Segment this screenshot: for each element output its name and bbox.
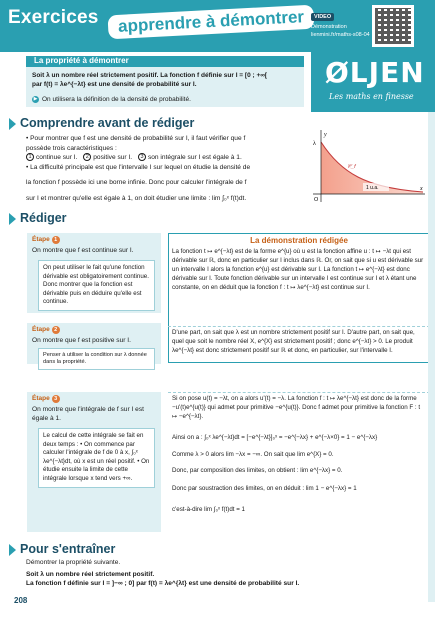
info-icon: ▶	[33, 96, 38, 102]
property-heading-bar	[26, 56, 304, 67]
graph-lambda-label: λ	[313, 141, 316, 147]
section-title-entrainer: Pour s'entraîner	[20, 542, 116, 556]
number-icon-2: 2	[83, 153, 91, 161]
logo-name: ØLJEN	[325, 56, 425, 89]
item-1: continue sur I.	[36, 154, 78, 161]
step-2-title: On montre que f est positive sur I.	[32, 337, 131, 344]
demo-part-3d: Donc, par composition des limites, on obtient : lim e^{−λx} = 0.	[172, 467, 343, 474]
step-3-title: On montre que l'intégrale de f sur I est égale à 1.	[32, 406, 144, 422]
item-3: son intégrale sur I est égale à 1.	[147, 154, 242, 161]
exercise-line-2: La fonction f définie sur I = ]−∞ ; 0] par f(t) = λe^{λt} est une densité de probabilité sur I.	[26, 580, 300, 587]
property-hint-text: On utilisera la définition de la densité de probabilité.	[42, 96, 191, 104]
step-label: Étape	[32, 236, 50, 243]
property-statement	[32, 71, 302, 89]
step-number: 3	[52, 395, 60, 403]
graph-x-label: x	[420, 186, 423, 192]
step-number: 2	[52, 326, 60, 334]
section-title-comprendre: Comprendre avant de rédiger	[20, 116, 195, 130]
brand-logo	[311, 52, 435, 112]
comprendre-p4: sur I et montrer qu'elle est égale à 1, on doit étudier une limite : lim ∫₀ˣ f(t)dt.	[26, 194, 247, 202]
video-link[interactable]: lienmini.fr/maths-s08-04	[311, 32, 370, 38]
step-number: 1	[52, 236, 60, 244]
density-graph	[311, 128, 427, 204]
video-tag: VIDEO	[311, 13, 334, 21]
property-line-1: Soit λ un nombre réel strictement positif. La fonction f définie sur I = [0 ; +∞[	[32, 72, 268, 79]
property-heading: La propriété à démontrer	[34, 56, 129, 65]
exercise-intro: Démontrer la propriété suivante.	[26, 559, 121, 566]
step-label: Étape	[32, 395, 50, 402]
comprendre-items	[26, 153, 310, 163]
item-2: positive sur I.	[93, 154, 133, 161]
step-2-badge	[32, 326, 60, 334]
number-icon-1: 1	[26, 153, 34, 161]
area-label: 1 u.a.	[366, 185, 379, 191]
step-1-badge	[32, 236, 60, 244]
step-1-title: On montre que f est continue sur I.	[32, 247, 134, 254]
demo-divider	[168, 392, 430, 393]
demo-part-3c: Comme λ > 0 alors lim −λx = −∞. On sait que lim e^{X} = 0.	[172, 451, 334, 458]
subtitle: apprendre à démontrer	[117, 7, 305, 36]
section-title-rediger: Rédiger	[20, 211, 67, 225]
page-title: Exercices	[8, 7, 99, 28]
comprendre-p2: • La difficulté principale est que l'intervalle I sur lequel on étudie la densité de	[26, 163, 251, 171]
exercise-line-1: Soit λ un nombre réel strictement positif.	[26, 571, 155, 578]
demo-part-3e: Donc par soustraction des limites, on en déduit : lim 1 − e^{−λx} = 1	[172, 485, 357, 492]
graph-y-label: y	[324, 132, 327, 138]
margin-strip	[428, 112, 435, 602]
step-1-hint: On peut utiliser le fait qu'une fonction dérivable est obligatoirement continue. Donc montrer que la fonction est dérivable puis en déduire qu'elle est continue.	[38, 260, 155, 311]
qr-code-icon[interactable]	[372, 5, 414, 47]
demo-title: La démonstration rédigée	[250, 236, 348, 245]
video-line-1: Démonstration	[311, 24, 347, 30]
comprendre-p3: la fonction f possède ici une borne infinie. Donc pour calculer l'intégrale de f	[26, 179, 247, 186]
demo-part-3b: Ainsi on a : ∫₀ˣ λe^{−λt}dt = [−e^{−λt}]₀ˣ = −e^{−λx} + e^{−λ×0} = 1 − e^{−λx}	[172, 434, 378, 441]
number-icon-3: 3	[138, 153, 146, 161]
step-label: Étape	[32, 326, 50, 333]
comprendre-p1: • Pour montrer que f est une densité de probabilité sur I, il faut vérifier que f	[26, 135, 246, 142]
demo-part-1: La fonction t ↦ e^{−λt} est de la forme e^{u} où u est la fonction affine u : t ↦ −λt qui est dérivable sur ℝ, donc en particulier sur I inclus dans ℝ. Or, on sait que si u est dérivable sur un intervalle I alors la fonction e^{u} est dérivable sur I. La fonction t ↦ e^{−λt} est donc dérivable sur I. Toute fonction dérivable sur un intervalle I est continue sur I et λ étant une constante, on en déduit que la fonction f : t ↦ λe^{−λt} est continue sur I.	[172, 248, 424, 291]
property-line-2: par f(t) = λe^{−λt} est une densité de probabilité sur I.	[32, 81, 197, 88]
demo-divider	[168, 326, 430, 327]
graph-origin-label: O	[314, 197, 319, 203]
logo-tagline: Les maths en finesse	[329, 92, 414, 101]
section-arrow-icon	[9, 544, 16, 556]
section-arrow-icon	[9, 213, 16, 225]
section-arrow-icon	[9, 118, 16, 130]
page-number: 208	[14, 596, 28, 605]
comprendre-p1b: possède trois caractéristiques :	[26, 144, 117, 152]
step-3-badge	[32, 395, 60, 403]
curve-label: 𝒞_f	[347, 164, 356, 170]
demo-part-3f: c'est-à-dire lim ∫₀ˣ f(t)dt = 1	[172, 506, 245, 513]
step-3-hint: Le calcul de cette intégrale se fait en deux temps : • On commence par calculer l'intégrale de f de 0 à x, ∫₀ˣ λe^{−λt}dt, où x est un réel positif. • On étudie ensuite la limite de cette intégrale lorsque x tend vers +∞.	[38, 428, 155, 488]
demo-part-3a: Si on pose u(t) = −λt, on a alors u'(t) = −λ. La fonction f : t ↦ λe^{−λt} est donc de la forme −u'(t)e^{u(t)} qui admet pour primitive −e^{u(t)}. Donc f admet pour primitive la fonction F : t ↦ −e^{−λt}.	[172, 395, 421, 420]
video-block[interactable]	[311, 5, 371, 39]
comprendre-text	[26, 134, 310, 203]
step-2-hint: Penser à utiliser la condition sur λ donnée dans la propriété.	[38, 348, 155, 370]
property-hint	[32, 96, 191, 104]
demo-part-2: D'une part, on sait que λ est un nombre strictement positif sur I. D'autre part, on sait que, quel que soit le nombre réel X, e^{X} est strictement positif ; donc e^{−λt} > 0. Le produit λe^{−λt} est donc strictement positif sur ℝ et donc, en particulier, sur l'intervalle I.	[172, 329, 415, 354]
